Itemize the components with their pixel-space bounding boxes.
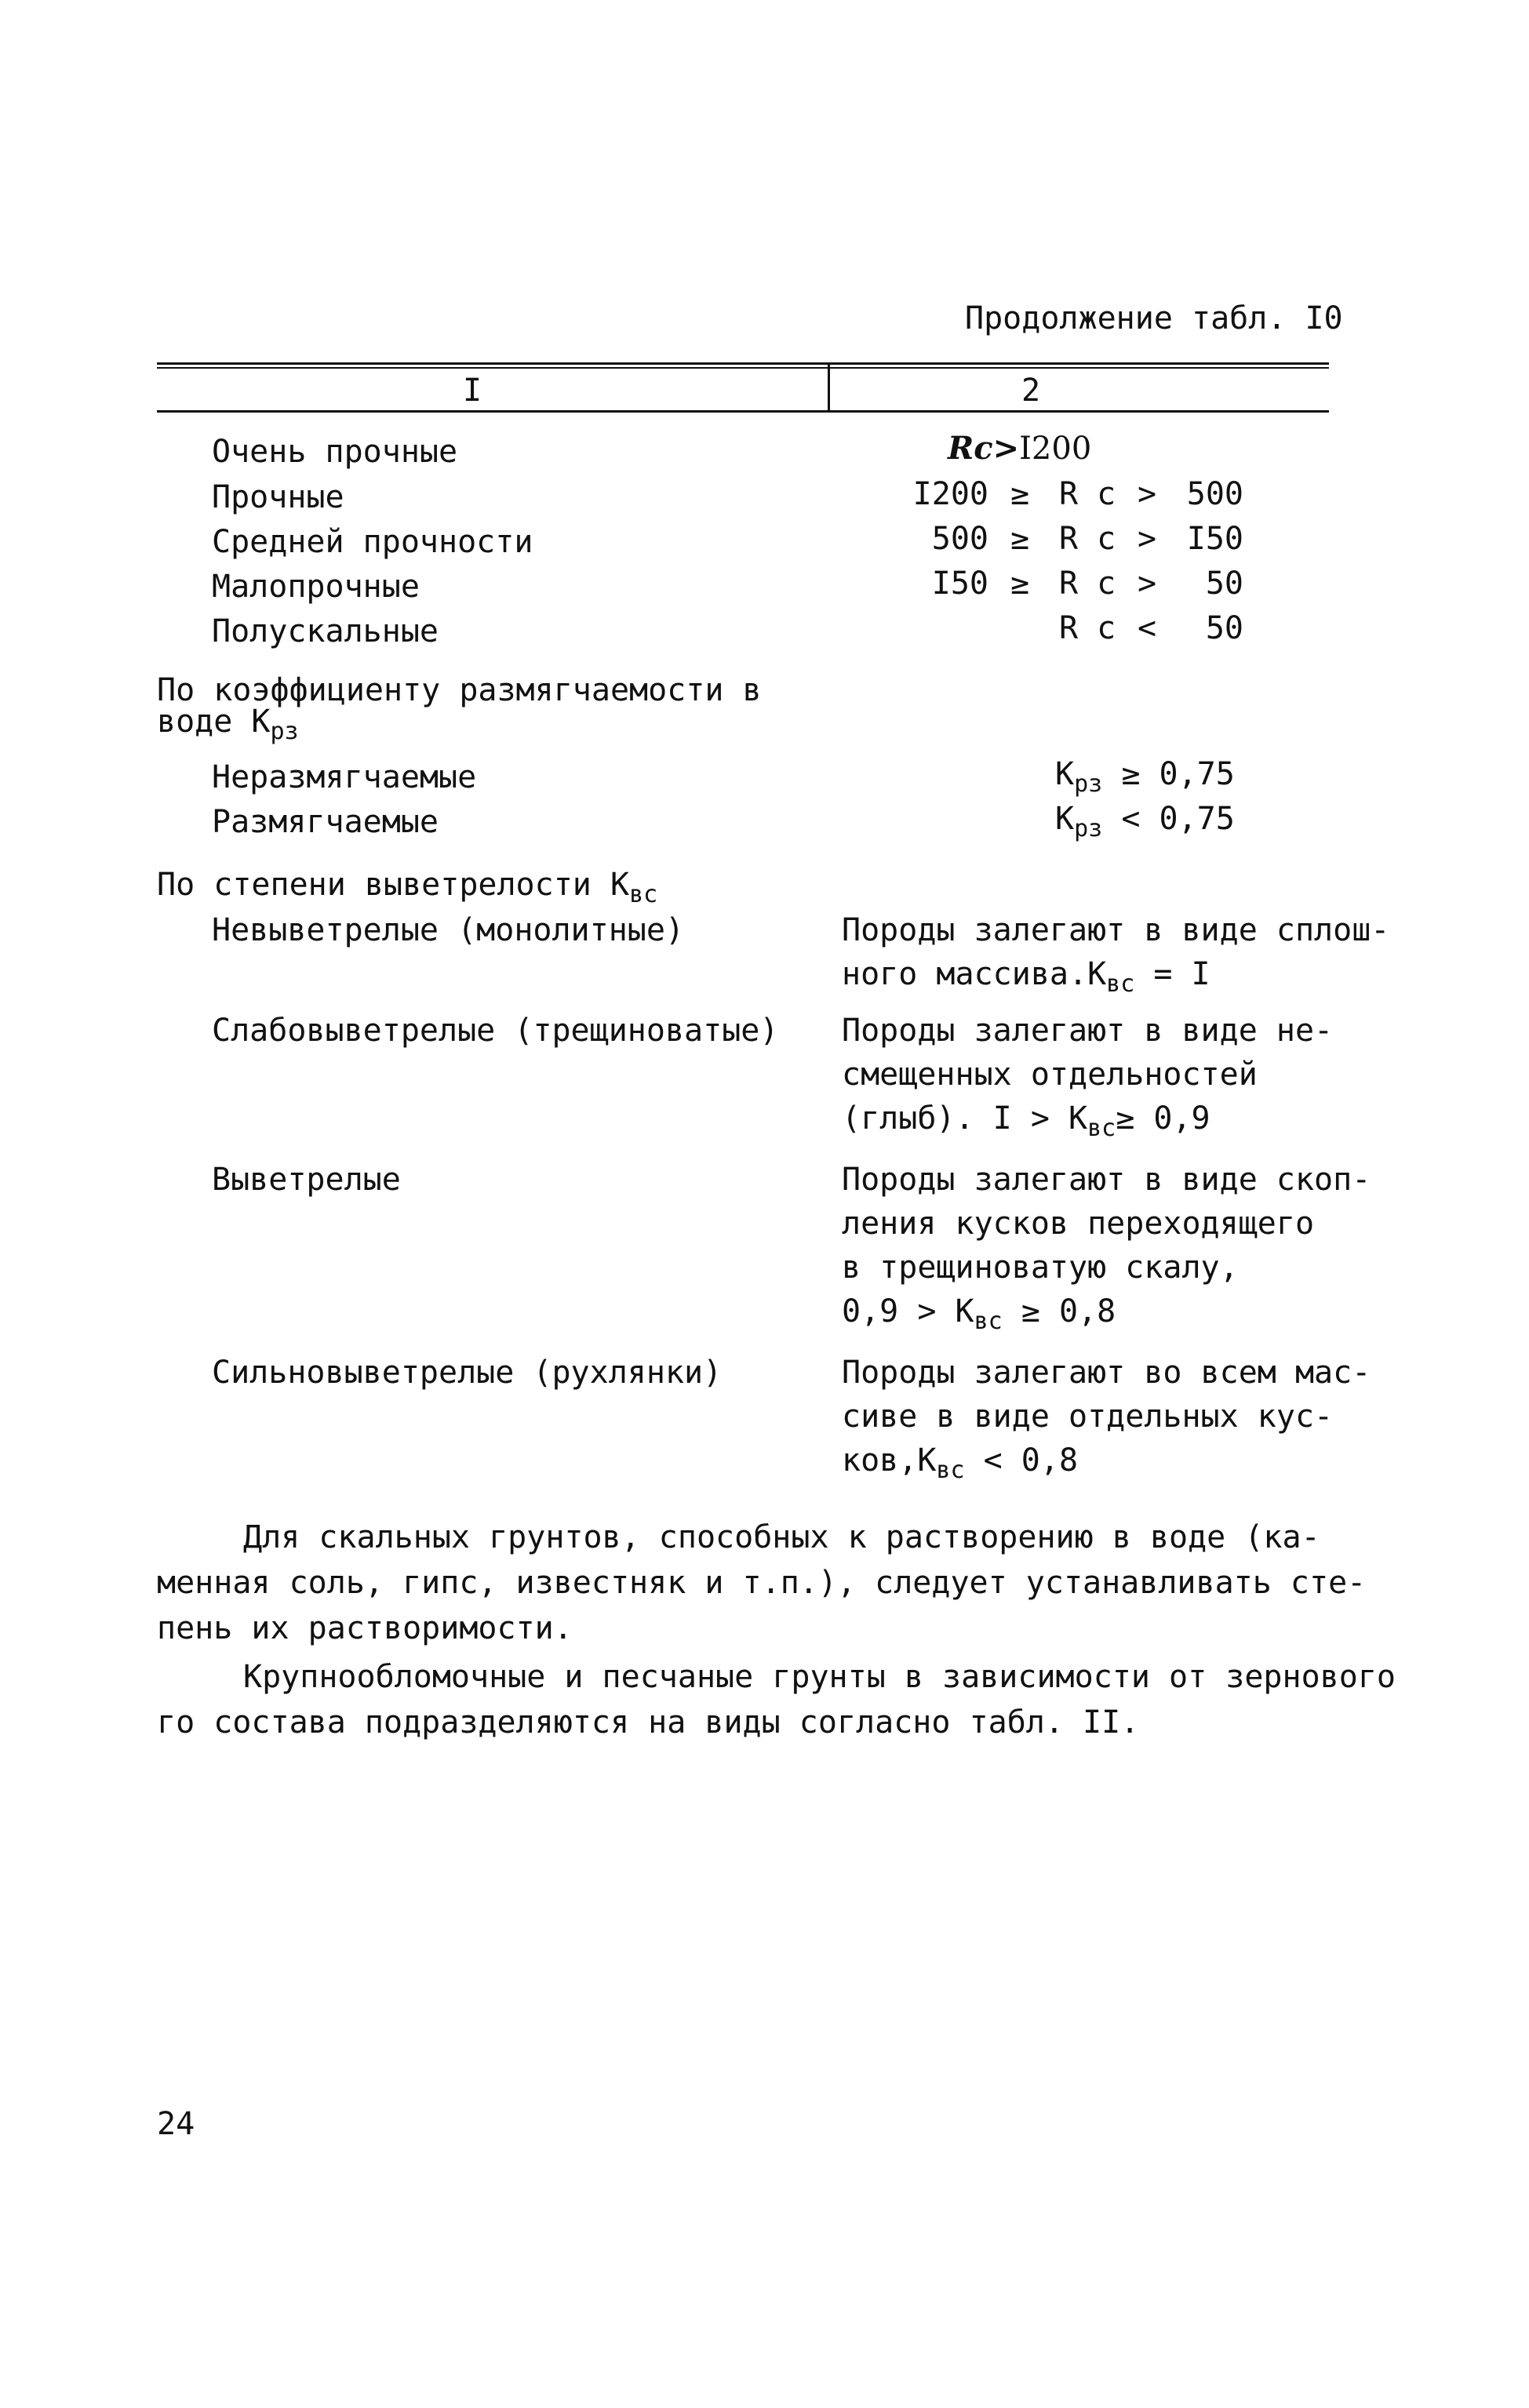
strength-rc: R c (1059, 566, 1116, 602)
weathering-desc-line: ного $массива.К_{вс} = I$ (842, 956, 1210, 998)
strength-op1: ≥ (1010, 566, 1030, 602)
weathering-label: Сильновыветрелые (рухлянки) (212, 1355, 723, 1391)
strength-rc: R c (1059, 610, 1116, 646)
softening-label: Неразмягчаемые (212, 759, 477, 795)
weathering-desc-line: Породы залегают во всем мас- (842, 1355, 1371, 1391)
weathering-desc-line: Породы залегают в виде не- (842, 1013, 1334, 1049)
strength-op2: > (1138, 521, 1157, 557)
paragraph-line: го состава подразделяются на виды согласно табл. II. (157, 1704, 1140, 1741)
column-header-1: I (463, 373, 482, 409)
weathering-desc-line: в трещиноватую скалу, (842, 1249, 1239, 1286)
weathering-label: Выветрелые (212, 1162, 401, 1198)
strength-op1: ≥ (1010, 521, 1030, 557)
weathering-desc-line: смещенных отдельностей (842, 1057, 1258, 1093)
paragraph-line: Крупнообломочные и песчаные грунты в зависимости от зернового (243, 1659, 1396, 1695)
strength-right-value: 50 (1205, 566, 1243, 602)
weathering-heading: По степени выветрелости $К_{вс}$ (157, 867, 658, 908)
strength-label: Прочные (212, 479, 344, 515)
softening-heading-line2: воде $К_{рз}$ (157, 704, 299, 745)
softening-label: Размягчаемые (212, 804, 439, 840)
strength-left-value: I50 (931, 566, 988, 602)
header-column-divider (828, 364, 830, 413)
column-header-2: 2 (1021, 373, 1041, 409)
strength-right-value: 500 (1186, 476, 1243, 512)
softening-formula: $К_{рз} < 0,75$ (1055, 801, 1235, 842)
strength-rc: R c (1059, 476, 1116, 512)
weathering-desc-line: (глыб). $I > К_{вс}\ge 0,9$ (842, 1100, 1210, 1142)
strength-op2: > (1138, 476, 1157, 512)
header-top-rule (157, 362, 1329, 365)
strength-left-value: I200 (912, 476, 988, 512)
weathering-label: Слабовыветрелые (трещиноватые) (212, 1013, 779, 1049)
table-caption: Продолжение табл. I0 (965, 300, 1343, 336)
weathering-desc-line: Породы залегают в виде сплош- (842, 912, 1390, 948)
weathering-desc-line: $0,9 > К_{вс} \ge 0,8$ (842, 1293, 1116, 1335)
strength-left-value: 500 (931, 521, 988, 557)
paragraph-line: Для скальных грунтов, способных к растворению в воде (ка- (243, 1519, 1320, 1555)
strength-label: Полускальные (212, 613, 439, 649)
header-top-rule-2 (157, 367, 1329, 369)
softening-formula: $К_{рз} \ge 0,75$ (1055, 756, 1235, 798)
weathering-desc-line: ления кусков переходящего (842, 1206, 1315, 1242)
weathering-desc-line: $ков,К_{вс} < 0,8$ (842, 1442, 1079, 1484)
weathering-desc-line: Породы залегают в виде скоп- (842, 1162, 1371, 1198)
strength-label: Очень прочные (212, 434, 458, 470)
weathering-desc-line: сиве в виде отдельных кус- (842, 1399, 1334, 1435)
paragraph-line: менная соль, гипс, известняк и т.п.), следует устанавливать сте- (157, 1565, 1367, 1601)
strength-label: Средней прочности (212, 524, 533, 560)
strength-label: Малопрочные (212, 569, 420, 605)
strength-right-value: I50 (1186, 521, 1243, 557)
header-bottom-rule (157, 410, 1329, 413)
strength-right-value: 50 (1205, 610, 1243, 646)
strength-rc: R c (1059, 521, 1116, 557)
strength-op1: ≥ (1010, 476, 1030, 512)
strength-op2: > (1138, 566, 1157, 602)
paragraph-line: пень их растворимости. (157, 1610, 573, 1646)
strength-op2: < (1138, 610, 1157, 646)
page-number: 24 (157, 2106, 195, 2142)
strength-formula: Rc>I200 (948, 430, 1092, 467)
softening-heading: По коэффициенту размягчаемости в (157, 672, 762, 708)
weathering-label: Невыветрелые (монолитные) (212, 912, 685, 948)
